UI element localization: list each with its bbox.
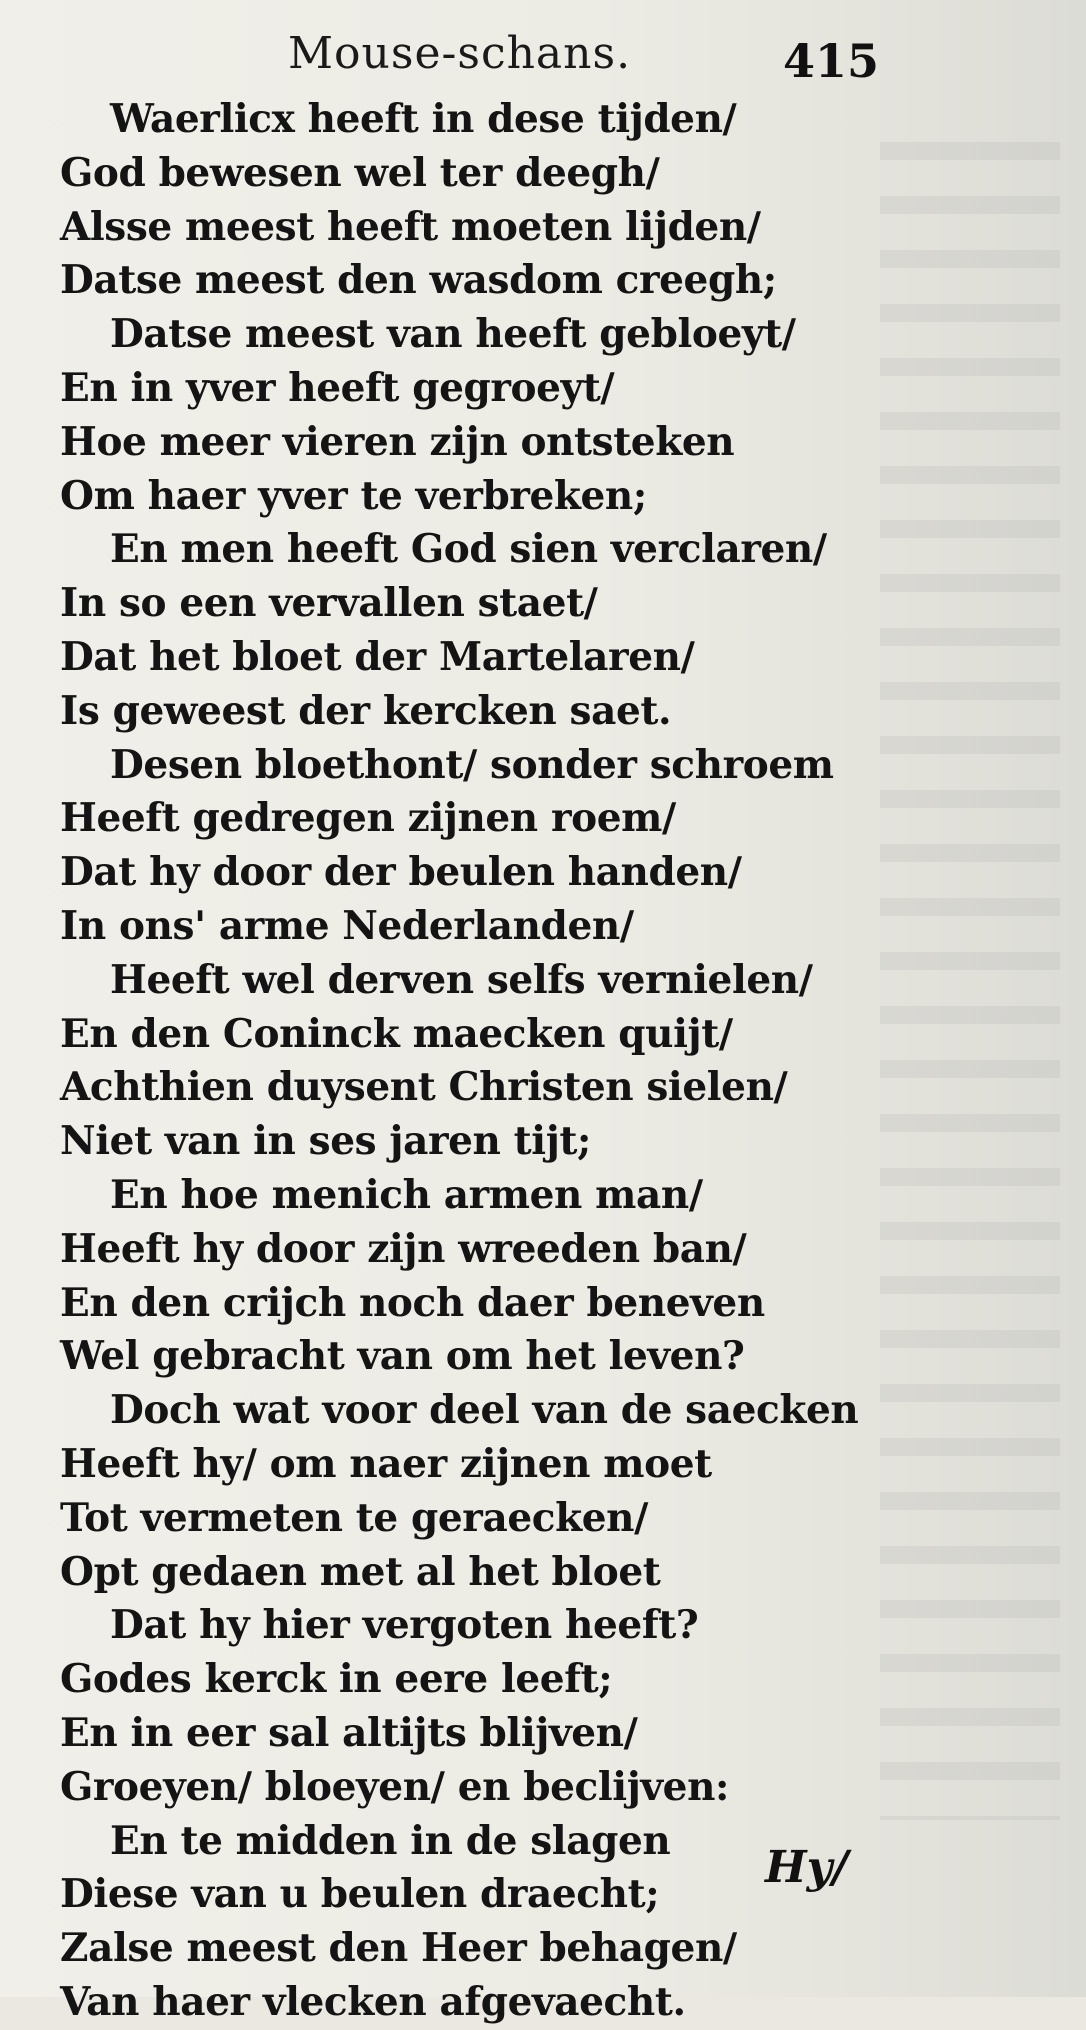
poem-line: Alsse meest heeft moeten lijden/ [60,203,761,250]
poem-line: Waerlicx heeft in dese tijden/ [110,96,737,142]
poem-line: Achthien duysent Christen sielen/ [60,1064,788,1111]
poem-line: Hoe meer vieren zijn ontsteken [60,418,735,465]
poem-line: Dat hy hier vergoten heeft? [110,1602,699,1649]
poem-line: Heeft hy/ om naer zijnen moet [60,1440,712,1487]
poem-line: Van haer vlecken afgevaecht. [60,1978,686,2025]
page-header [0,24,1086,94]
catchword: Hy/ [765,1842,849,1893]
poem-line: Wel gebracht van om het leven? [60,1333,745,1380]
poem-line: God bewesen wel ter deegh/ [60,149,660,196]
poem-line: En hoe menich armen man/ [110,1171,703,1218]
poem-line: En te midden in de slagen [110,1817,671,1864]
poem-line: Niet van in ses jaren tijt; [60,1118,592,1165]
poem-line: Om haer yver te verbreken; [60,472,647,519]
poem-line: Heeft wel derven selfs vernielen/ [110,956,813,1003]
poem-line: Desen bloethont/ sonder schroem [110,741,834,788]
poem-line: Dat hy door der beulen handen/ [60,849,742,896]
poem-line: In so een vervallen staet/ [60,580,598,627]
poem-line: Datse meest den wasdom creegh; [60,257,777,304]
poem-line: In ons' arme Nederlanden/ [60,902,634,949]
page-number: 415 [783,34,880,88]
poem-line: Doch wat voor deel van de saecken [110,1387,859,1434]
running-head: Mouse-schans. [288,28,632,79]
poem-line: Opt gedaen met al het bloet [60,1548,661,1595]
poem-line: Heeft gedregen zijnen roem/ [60,795,676,842]
poem-line: Dat het bloet der Martelaren/ [60,633,695,680]
poem-line: En den crijch noch daer beneven [60,1279,765,1326]
poem-line: Groeyen/ bloeyen/ en beclijven: [60,1763,730,1810]
poem-line: En in eer sal altijts blijven/ [60,1709,638,1756]
poem-line: Datse meest van heeft gebloeyt/ [110,311,796,358]
poem-body [60,93,880,2030]
poem-line: En men heeft God sien verclaren/ [110,526,827,573]
poem-line: Tot vermeten te geraecken/ [60,1494,648,1541]
poem-line: Godes kerck in eere leeft; [60,1656,613,1703]
bleed-through-text [880,120,1060,1820]
poem-line: Diese van u beulen draecht; [60,1871,660,1918]
poem-line: En den Coninck maecken quijt/ [60,1010,733,1057]
poem-line: Is geweest der kercken saet. [60,687,672,734]
poem-line: Heeft hy door zijn wreeden ban/ [60,1225,747,1272]
poem-line: Zalse meest den Heer behagen/ [60,1925,737,1972]
poem-line: En in yver heeft gegroeyt/ [60,364,615,411]
